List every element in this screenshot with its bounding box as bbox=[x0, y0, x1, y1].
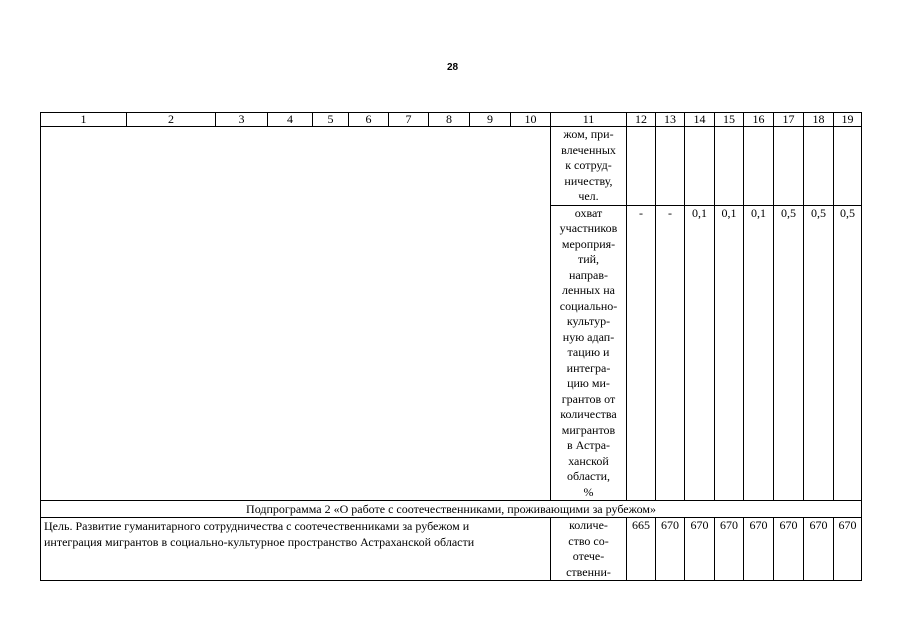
indicator-line: тацию и bbox=[567, 345, 610, 359]
indicator-line: количе- bbox=[569, 518, 608, 532]
value-cell: 0,5 bbox=[804, 205, 834, 501]
indicator-line: участников bbox=[559, 221, 618, 235]
indicator-line: в Астра- bbox=[566, 438, 611, 452]
indicator-line: ство со- bbox=[568, 533, 609, 548]
page-number: 28 bbox=[446, 62, 459, 73]
indicator-line: % bbox=[583, 484, 594, 499]
indicator-line: ленных на bbox=[562, 283, 615, 297]
goal-cell bbox=[41, 518, 551, 581]
indicator-line: жом, при- bbox=[563, 127, 614, 141]
value-cell: 670 bbox=[656, 518, 685, 581]
col-header-14: 14 bbox=[685, 113, 715, 127]
value-cell: 665 bbox=[627, 518, 656, 581]
value-cell: 0,5 bbox=[774, 205, 804, 501]
col-header-10: 10 bbox=[511, 113, 551, 127]
value-cell bbox=[715, 127, 744, 206]
indicator-line: области, bbox=[566, 469, 611, 483]
value-cell: - bbox=[656, 205, 685, 501]
value-cell: 670 bbox=[685, 518, 715, 581]
goal-line: Цель. Развитие гуманитарного сотрудничества с соотечественниками за рубежом и bbox=[44, 519, 470, 533]
value-cell bbox=[627, 127, 656, 206]
value-cell: - bbox=[627, 205, 656, 501]
value-cell: 0,1 bbox=[715, 205, 744, 501]
indicator-line: охват bbox=[574, 205, 603, 220]
col-header-12: 12 bbox=[627, 113, 656, 127]
indicator-line: ную адап- bbox=[562, 329, 615, 344]
col-header-6: 6 bbox=[349, 113, 389, 127]
value-cell bbox=[834, 127, 862, 206]
table-row bbox=[41, 518, 862, 581]
value-cell: 670 bbox=[834, 518, 862, 581]
col-header-4: 4 bbox=[268, 113, 313, 127]
col-header-15: 15 bbox=[715, 113, 744, 127]
value-cell: 0,1 bbox=[685, 205, 715, 501]
indicator-line: тий, bbox=[577, 252, 600, 266]
value-cell: 670 bbox=[804, 518, 834, 581]
indicator-cell bbox=[551, 127, 627, 206]
indicator-line: грантов от bbox=[561, 391, 616, 406]
col-header-8: 8 bbox=[429, 113, 470, 127]
value-cell bbox=[685, 127, 715, 206]
col-header-7: 7 bbox=[389, 113, 429, 127]
indicator-line: влеченных bbox=[561, 142, 616, 157]
indicator-line: ничеству, bbox=[564, 173, 613, 188]
col-header-19: 19 bbox=[834, 113, 862, 127]
col-header-5: 5 bbox=[313, 113, 349, 127]
value-cell: 670 bbox=[744, 518, 774, 581]
empty-merged-cell bbox=[41, 127, 551, 501]
indicator-line: направ- bbox=[569, 267, 608, 282]
col-header-11: 11 bbox=[551, 113, 627, 127]
value-cell: 0,5 bbox=[834, 205, 862, 501]
col-header-3: 3 bbox=[216, 113, 268, 127]
value-cell bbox=[656, 127, 685, 206]
goal-line: интеграция мигрантов в социально-культурное пространство Астраханской области bbox=[44, 534, 475, 549]
value-cell: 670 bbox=[715, 518, 744, 581]
indicator-line: количества bbox=[560, 407, 617, 421]
indicator-line: интегра- bbox=[566, 360, 611, 375]
subprogram-title: Подпрограмма 2 «О работе с соотечественниками, проживающими за рубежом» bbox=[41, 501, 862, 518]
indicator-cell bbox=[551, 518, 627, 581]
indicator-line: социально- bbox=[559, 298, 618, 313]
col-header-9: 9 bbox=[470, 113, 511, 127]
col-header-13: 13 bbox=[656, 113, 685, 127]
indicator-line: мероприя- bbox=[561, 236, 616, 251]
value-cell: 0,1 bbox=[744, 205, 774, 501]
value-cell bbox=[774, 127, 804, 206]
indicator-line: культур- bbox=[566, 314, 611, 328]
col-header-16: 16 bbox=[744, 113, 774, 127]
indicator-line: отече- bbox=[572, 549, 605, 563]
subprogram-row bbox=[41, 501, 862, 518]
value-cell bbox=[804, 127, 834, 206]
indicator-line: чел. bbox=[578, 189, 599, 203]
col-header-2: 2 bbox=[127, 113, 216, 127]
col-header-18: 18 bbox=[804, 113, 834, 127]
indicator-line: ственни- bbox=[566, 564, 611, 579]
value-cell bbox=[744, 127, 774, 206]
indicator-cell bbox=[551, 205, 627, 501]
table-row bbox=[41, 127, 862, 206]
indicator-line: мигрантов bbox=[561, 422, 616, 437]
value-cell: 670 bbox=[774, 518, 804, 581]
indicators-table bbox=[40, 112, 862, 581]
col-header-1: 1 bbox=[41, 113, 127, 127]
indicator-line: ханской bbox=[568, 453, 609, 468]
indicator-line: к сотруд- bbox=[565, 158, 612, 172]
indicator-line: цию ми- bbox=[567, 376, 610, 390]
col-header-17: 17 bbox=[774, 113, 804, 127]
column-number-row bbox=[41, 113, 862, 127]
